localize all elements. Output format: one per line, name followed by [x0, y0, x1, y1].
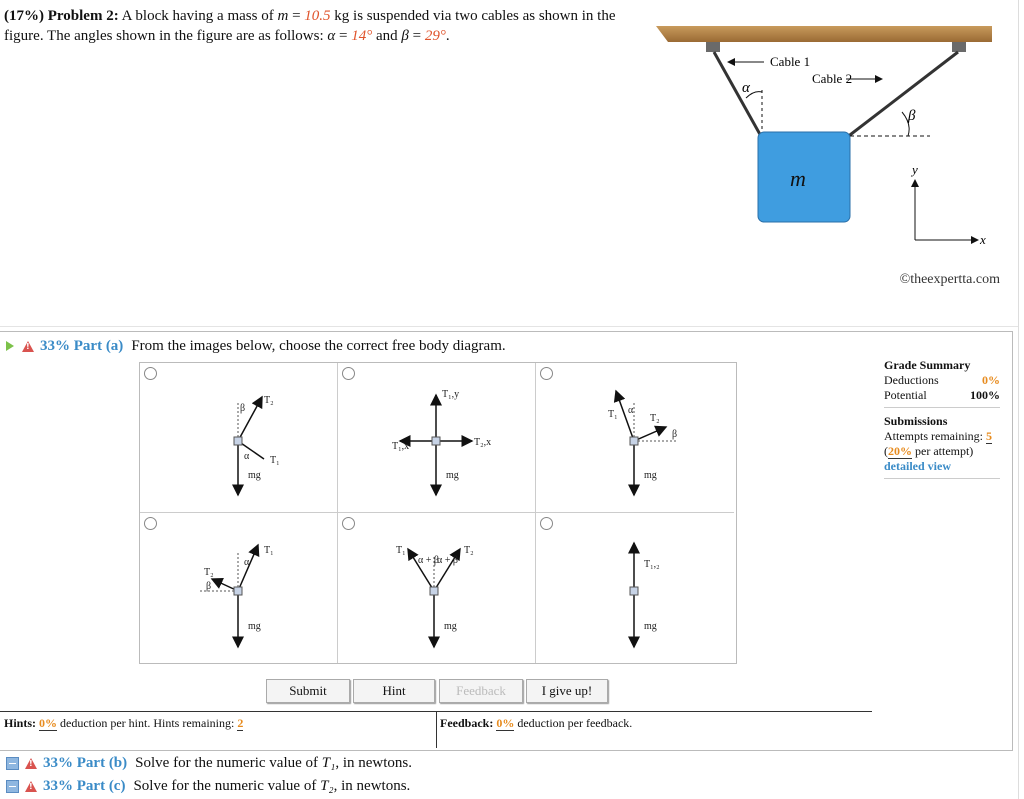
part-a-percent: 33% Part (a) — [40, 337, 124, 354]
attempts-value: 5 — [985, 429, 992, 443]
part-c-variable: T₂ — [320, 777, 334, 794]
section-divider — [0, 326, 1018, 327]
opt3-label-t1: T₁ — [608, 409, 618, 420]
feedback-info: Feedback: 0% deduction per feedback. — [440, 716, 633, 730]
cable-2-line — [846, 52, 958, 138]
hints-info: Hints: 0% deduction per hint. Hints remaining: 2 — [4, 716, 244, 730]
y-axis-label: y — [912, 162, 918, 177]
detailed-view-link[interactable]: detailed view — [884, 459, 951, 473]
opt4-label-t2: T₂ — [204, 567, 214, 578]
figure-alpha: α — [742, 80, 750, 96]
fbd-option-5[interactable] — [338, 513, 536, 663]
part-b-header[interactable]: ! 33% Part (b) Solve for the numeric value of T₁ , in newtons. — [6, 753, 412, 773]
feedback-button: Feedback — [439, 679, 523, 703]
fbd-5 — [338, 513, 536, 663]
part-b-variable: T₁ — [321, 754, 336, 771]
hint-button[interactable]: Hint — [353, 679, 435, 703]
cable-1-line — [714, 52, 762, 138]
deductions-value: 0% — [982, 373, 1000, 387]
fbd-options-grid — [139, 362, 737, 664]
opt5-label-t1: T₁ — [396, 545, 406, 556]
opt2-label-t1x: T₁,x — [392, 441, 410, 452]
warning-icon — [22, 341, 34, 352]
collapse-icon[interactable] — [6, 757, 19, 770]
potential-value: 100% — [970, 388, 1000, 402]
opt4-label-mg: mg — [248, 621, 261, 632]
fbd-3 — [536, 363, 734, 513]
part-c-header[interactable]: ! 33% Part (c) Solve for the numeric value of T₂ , in newtons. — [6, 776, 410, 796]
warning-icon — [25, 758, 37, 769]
fbd-4 — [140, 513, 338, 663]
potential-label: Potential — [884, 388, 927, 402]
opt1-label-mg: mg — [248, 470, 261, 481]
opt6-label-t12: T₁,₂ — [644, 559, 660, 570]
opt2-label-mg: mg — [446, 470, 459, 481]
beta-value: 29° — [424, 28, 446, 44]
hints-feedback-bar — [0, 711, 872, 748]
per-attempt-value: 20% — [888, 444, 912, 458]
opt4-label-alpha: α — [244, 557, 250, 568]
opt3-label-mg: mg — [644, 470, 657, 481]
alpha-symbol: α — [327, 28, 336, 44]
opt5-label-angle-left: α + β — [418, 555, 439, 566]
collapse-icon[interactable] — [6, 780, 19, 793]
period: . — [445, 28, 450, 44]
attempts-label: Attempts remaining: — [884, 429, 983, 443]
alpha-value: 14° — [351, 28, 373, 44]
mass-symbol: m — [277, 8, 289, 24]
fbd-6 — [536, 513, 734, 663]
opt4-label-t1: T₁ — [264, 545, 274, 556]
mount-right — [952, 42, 966, 52]
problem-text: A block having a mass of — [121, 8, 274, 24]
opt5-label-mg: mg — [444, 621, 457, 632]
grade-summary: Grade Summary Deductions 0% Potential 100% Submissions Attempts remaining: 5 (20% per attempt) detailed view — [884, 358, 1000, 485]
fbd-2 — [338, 363, 536, 513]
opt2-label-t2x: T₂,x — [474, 437, 492, 448]
fbd-option-4[interactable] — [140, 513, 338, 663]
part-c-prompt: Solve for the numeric value of — [133, 777, 317, 794]
mount-left — [706, 42, 720, 52]
expand-triangle-icon[interactable] — [6, 341, 14, 351]
opt3-label-alpha: α — [628, 405, 634, 416]
right-divider — [1018, 0, 1019, 799]
part-b-prompt: Solve for the numeric value of — [135, 754, 319, 771]
opt1-label-alpha: α — [244, 451, 250, 462]
and-word: and — [375, 28, 398, 44]
fbd-option-3[interactable] — [536, 363, 734, 513]
x-axis-label: x — [980, 232, 986, 247]
opt5-label-t2: T₂ — [464, 545, 474, 556]
opt3-label-t2: T₂ — [650, 413, 660, 424]
ceiling-beam — [656, 26, 992, 42]
part-a-header[interactable] — [6, 336, 506, 356]
problem-number: Problem 2: — [47, 8, 119, 24]
submit-button[interactable]: Submit — [266, 679, 350, 703]
part-a-prompt: From the images below, choose the correct free body diagram. — [131, 337, 506, 354]
block-mass-label: m — [790, 166, 806, 191]
submissions-title: Submissions — [884, 414, 948, 428]
fbd-option-6[interactable] — [536, 513, 734, 663]
cable-1-label: Cable 1 — [770, 54, 811, 69]
opt4-label-beta: β — [206, 581, 212, 592]
equals-sign: = — [292, 8, 301, 24]
problem-text-2: kg is suspended via two cables as shown in the figure. The angles shown in the figure are as follows: — [4, 8, 616, 44]
hints-remaining: 2 — [237, 716, 244, 730]
warning-icon — [25, 781, 37, 792]
figure-credit: ©theexpertta.com — [899, 272, 1000, 287]
beta-symbol: β — [401, 28, 409, 44]
opt6-label-mg: mg — [644, 621, 657, 632]
fbd-1 — [140, 363, 338, 513]
per-attempt-label: per attempt) — [915, 444, 974, 458]
fbd-option-1[interactable] — [140, 363, 338, 513]
problem-statement: (17%) Problem 2: A block having a mass of m = 10.5 kg is suspended via two cables as shown in the figure. The angles shown in the figure are as follows: α = 14° and β = 29°. — [4, 8, 616, 44]
problem-figure — [650, 20, 1010, 250]
opt1-label-beta: β — [240, 403, 246, 414]
opt1-label-t1: T₁ — [270, 455, 280, 466]
opt3-label-beta: β — [672, 429, 678, 440]
opt5-label-angle-right: α + β — [437, 555, 458, 566]
problem-weight: (17%) — [4, 8, 44, 24]
deductions-label: Deductions — [884, 373, 939, 387]
opt2-label-t1y: T₁,y — [442, 389, 460, 400]
give-up-button[interactable]: I give up! — [526, 679, 608, 703]
fbd-option-2[interactable] — [338, 363, 536, 513]
grade-summary-title: Grade Summary — [884, 358, 971, 372]
opt1-label-t2: T₂ — [264, 395, 274, 406]
figure-beta: β — [908, 108, 916, 124]
cable-2-label: Cable 2 — [812, 71, 853, 86]
mass-value: 10.5 — [304, 8, 331, 24]
